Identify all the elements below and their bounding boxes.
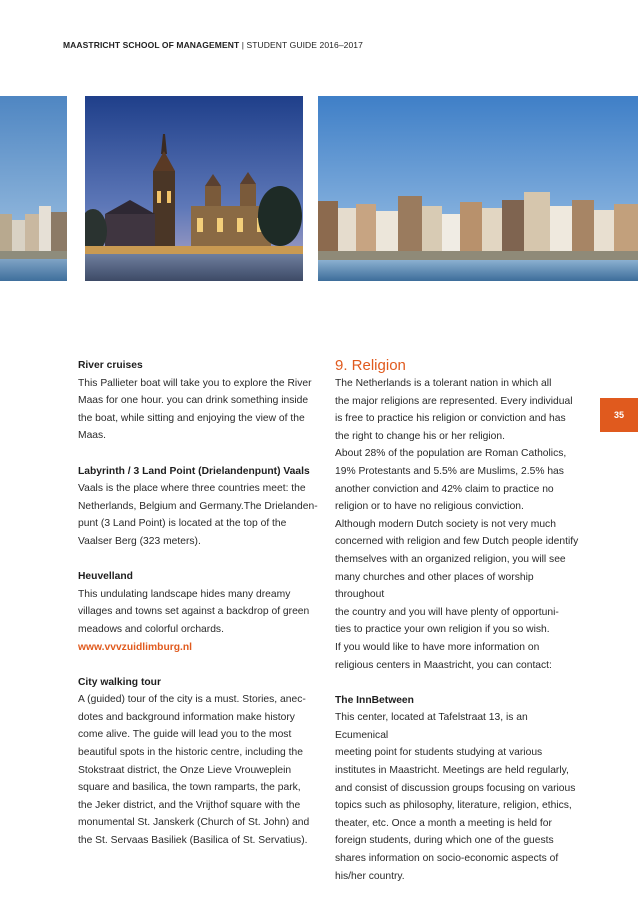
religion-line: About 28% of the population are Roman Catholics, bbox=[335, 448, 567, 460]
photo-river-front bbox=[318, 96, 638, 281]
header-school: MAASTRICHT SCHOOL OF MANAGEMENT bbox=[63, 40, 240, 50]
header-separator: | bbox=[239, 40, 247, 50]
river-cruises-line: the boat, while sitting and enjoying the view of the bbox=[78, 412, 305, 424]
religion-line: Although modern Dutch society is not very much bbox=[335, 518, 556, 530]
city-walking-line: square and basilica, the town ramparts, the park, bbox=[78, 782, 301, 794]
religion-line: religious centers in Maastricht, you can contact: bbox=[335, 659, 552, 671]
river-cruises-line: Maas for one hour. you can drink something inside bbox=[78, 395, 309, 407]
religion-line: the right to change his or her religion. bbox=[335, 430, 505, 442]
river-cruises-line: Maas. bbox=[78, 430, 107, 442]
innbetween-line: topics such as philosophy, literature, religion, ethics, bbox=[335, 800, 572, 812]
page-header bbox=[63, 40, 363, 50]
heuvelland-line: meadows and colorful orchards. bbox=[78, 623, 224, 635]
city-walking-line: come alive. The guide will lead you to the most bbox=[78, 729, 292, 741]
heuvelland-line: This undulating landscape hides many dreamy bbox=[78, 588, 291, 600]
innbetween-line: theater, etc. Once a month a meeting is held for bbox=[335, 817, 552, 829]
right-column bbox=[335, 357, 580, 885]
innbetween-line: meeting point for students studying at various bbox=[335, 747, 543, 759]
religion-line: another conviction and 42% claim to practice no bbox=[335, 483, 554, 495]
religion-line: is free to practice his religion or conviction and has bbox=[335, 413, 566, 425]
left-column bbox=[78, 357, 318, 850]
city-walking-line: monumental St. Janskerk (Church of St. John) and bbox=[78, 817, 310, 829]
innbetween-line: institutes in Maastricht. Meetings are held regularly, bbox=[335, 765, 569, 777]
religion-line: 19% Protestants and 5.5% are Muslims, 2.5% has bbox=[335, 465, 564, 477]
city-walking-line: A (guided) tour of the city is a must. Stories, anec- bbox=[78, 694, 306, 706]
header-guide: STUDENT GUIDE 2016–2017 bbox=[246, 40, 363, 50]
city-walking-line: dotes and background information make history bbox=[78, 711, 295, 723]
religion-line: The Netherlands is a tolerant nation in which all bbox=[335, 378, 552, 389]
religion-line: If you would like to have more information on bbox=[335, 641, 540, 653]
religion-line: the major religions are represented. Every individual bbox=[335, 395, 573, 407]
photo-basilica-square bbox=[85, 96, 303, 281]
heuvelland-line: villages and towns set against a backdrop of green bbox=[78, 606, 310, 618]
labyrinth-line: punt (3 Land Point) is located at the top of the bbox=[78, 518, 287, 530]
labyrinth-line: Netherlands, Belgium and Germany.The Drielanden- bbox=[78, 500, 318, 512]
section-title-religion: 9. Religion bbox=[335, 357, 406, 374]
city-walking-line: Stokstraat district, the Onze Lieve Vrouweplein bbox=[78, 764, 292, 776]
innbetween-line: shares information on socio-economic aspects of bbox=[335, 853, 559, 865]
heading-labyrinth: Labyrinth / 3 Land Point (Drielandenpunt) Vaals bbox=[78, 465, 310, 477]
page-number: 35 bbox=[613, 410, 624, 420]
heading-river-cruises: River cruises bbox=[78, 360, 143, 371]
religion-line: many churches and other places of worship throughout bbox=[335, 571, 534, 601]
river-cruises-line: This Pallieter boat will take you to explore the River bbox=[78, 377, 312, 389]
heuvelland-link[interactable]: www.vvvzuidlimburg.nl bbox=[78, 641, 193, 653]
city-walking-line: the Jeker district, and the Vrijthof square with the bbox=[78, 799, 301, 811]
photo-waterfront-left bbox=[0, 96, 67, 281]
page-number-tab bbox=[600, 398, 638, 432]
religion-line: ties to practice your own religion if you so wish. bbox=[335, 624, 550, 636]
city-walking-line: beautiful spots in the historic centre, including the bbox=[78, 747, 303, 759]
religion-line: religion or to have no religious conviction. bbox=[335, 501, 524, 513]
innbetween-line: his/her country. bbox=[335, 870, 405, 882]
heading-innbetween: The InnBetween bbox=[335, 694, 414, 706]
labyrinth-line: Vaalser Berg (323 meters). bbox=[78, 535, 201, 547]
city-walking-line: the St. Servaas Basiliek (Basilica of St. Servatius). bbox=[78, 835, 308, 847]
religion-line: concerned with religion and few Dutch people identify bbox=[335, 536, 579, 548]
innbetween-line: foreign students, during which one of the guests bbox=[335, 835, 554, 847]
heading-city-walking-tour: City walking tour bbox=[78, 676, 161, 688]
religion-line: the country and you will have plenty of opportuni- bbox=[335, 606, 559, 618]
labyrinth-line: Vaals is the place where three countries meet: the bbox=[78, 483, 306, 495]
religion-line: themselves with an organized religion, you will see bbox=[335, 553, 566, 565]
innbetween-line: This center, located at Tafelstraat 13, is an Ecumenical bbox=[335, 712, 528, 741]
heading-heuvelland: Heuvelland bbox=[78, 571, 133, 583]
innbetween-line: and consist of discussion groups focusing on various bbox=[335, 782, 576, 794]
